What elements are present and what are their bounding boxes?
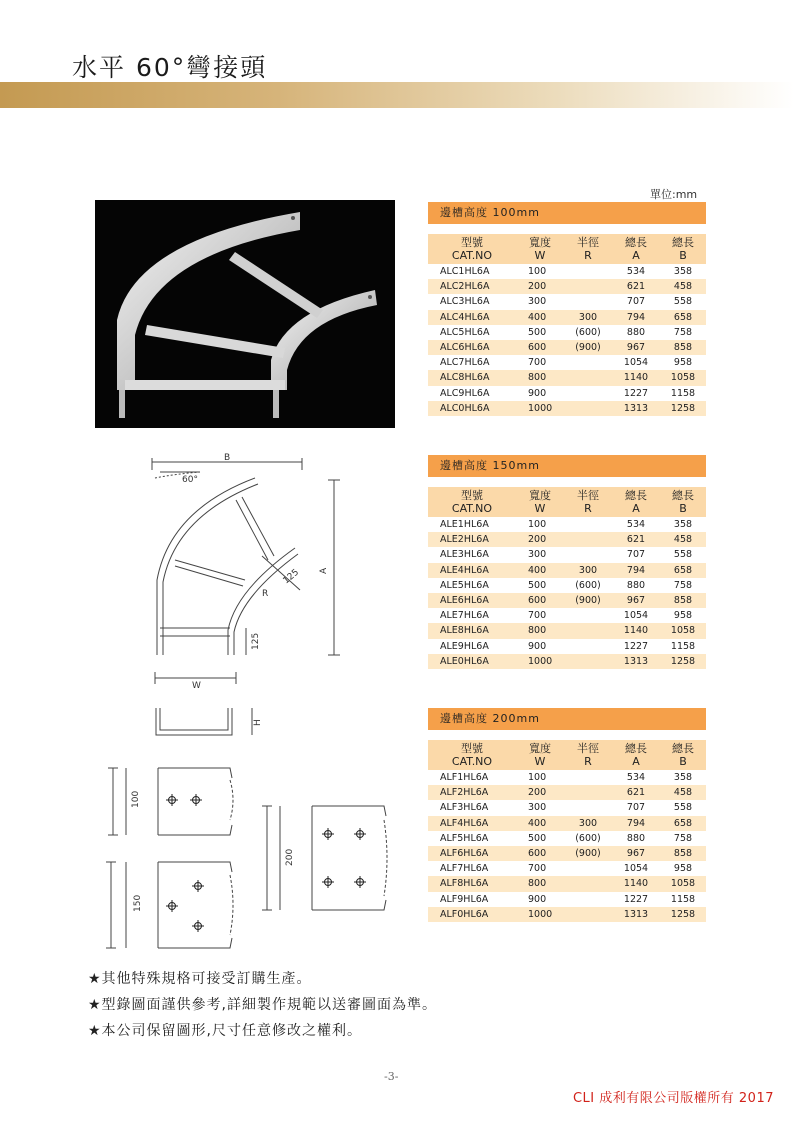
table-cell: 1054: [623, 357, 649, 369]
table-cell: (900): [575, 847, 601, 859]
table-header: 型號 CAT.NO 寬度 W 半徑 R 總長 A 總長 B: [428, 487, 706, 517]
table-cell: 200: [528, 281, 547, 293]
page-number: -3-: [384, 1070, 399, 1083]
table-cell: 100: [528, 266, 547, 277]
table-cell: ALC1HL6A: [440, 266, 490, 277]
table-cell: ALC2HL6A: [440, 281, 490, 293]
table-cell: 1000: [528, 402, 553, 414]
table-cell: 707: [626, 296, 646, 308]
table-row: [428, 563, 706, 578]
table-cell: 558: [673, 296, 693, 308]
table-cell: ALE9HL6A: [440, 640, 489, 652]
table-cell: [564, 517, 612, 532]
dim-a-label: A: [319, 567, 329, 574]
table-cell: 700: [528, 610, 547, 622]
table-cell: 1258: [670, 655, 696, 667]
table-row: [428, 578, 706, 593]
table-cell: 558: [673, 802, 693, 814]
table-cell: [564, 654, 612, 669]
table-cell: 880: [626, 579, 646, 591]
table-cell: 658: [673, 564, 693, 576]
table-cell: 1158: [670, 893, 696, 905]
table-cell: 1258: [670, 402, 696, 414]
table-cell: 1054: [623, 863, 649, 875]
table-cell: [564, 800, 612, 815]
table-row: [428, 279, 706, 294]
table-cell: ALE7HL6A: [440, 610, 489, 622]
table-cell: 300: [528, 296, 547, 308]
dim-h-label: H: [253, 719, 263, 726]
table-cell: [564, 639, 612, 654]
table-row: [428, 593, 706, 608]
table-cell: 1258: [670, 908, 696, 920]
table-cell: [564, 279, 612, 294]
table-cell: [564, 386, 612, 401]
table-row: [428, 816, 706, 831]
table-cell: 707: [626, 802, 646, 814]
table-cell: ALF3HL6A: [440, 802, 489, 814]
table-cell: 1140: [623, 878, 649, 890]
table-cell: [564, 861, 612, 876]
table-cell: 1313: [623, 655, 649, 667]
table-cell: 621: [626, 787, 646, 799]
table-cell: [564, 401, 612, 416]
table-cell: [564, 547, 612, 562]
table-cell: 858: [673, 847, 693, 859]
note-3: ★本公司保留圖形,尺寸任意修改之權利。: [88, 1023, 362, 1039]
table-cell: 500: [528, 832, 547, 844]
table-cell: 621: [626, 281, 646, 293]
table-cell: 400: [528, 311, 547, 323]
table-cell: 958: [673, 357, 693, 369]
table-cell: 621: [626, 534, 646, 546]
table-row: [428, 386, 706, 401]
table-cell: 967: [626, 341, 646, 353]
note-1: ★其他特殊規格可接受訂購生產。: [88, 971, 312, 987]
table-cell: 1000: [528, 655, 553, 667]
table-row: [428, 846, 706, 861]
table-cell: [564, 876, 612, 891]
dim-150-label: 150: [133, 894, 143, 912]
table-cell: 758: [673, 579, 693, 591]
table-heading: 邊槽高度 150mm: [428, 455, 706, 477]
table-cell: 358: [673, 266, 693, 277]
dim-w-label: W: [192, 681, 201, 691]
table-cell: 880: [626, 326, 646, 338]
table-cell: [564, 355, 612, 370]
table-cell: [564, 785, 612, 800]
table-cell: 1058: [670, 878, 696, 890]
table-cell: [564, 770, 612, 785]
table-cell: 500: [528, 326, 547, 338]
table-cell: 900: [528, 640, 547, 652]
table-cell: ALE6HL6A: [440, 594, 489, 606]
table-cell: 880: [626, 832, 646, 844]
table-cell: ALF2HL6A: [440, 787, 489, 799]
table-cell: ALF7HL6A: [440, 863, 489, 875]
table-cell: 1058: [670, 372, 696, 384]
table-cell: 1227: [623, 387, 649, 399]
table-row: [428, 310, 706, 325]
table-row: [428, 639, 706, 654]
copyright-text: CLI 成利有限公司版權所有 2017: [572, 1091, 774, 1106]
table-cell: [564, 608, 612, 623]
dim-100-label: 100: [131, 790, 141, 808]
table-cell: 400: [528, 564, 547, 576]
dim-inner-label: 125: [281, 567, 302, 587]
table-cell: ALE3HL6A: [440, 549, 489, 561]
table-row: [428, 654, 706, 669]
table-cell: 100: [528, 519, 547, 530]
table-cell: ALE8HL6A: [440, 625, 489, 637]
table-cell: ALC9HL6A: [440, 387, 490, 399]
table-cell: ALF4HL6A: [440, 817, 489, 829]
table-cell: 200: [528, 787, 547, 799]
table-cell: 1140: [623, 625, 649, 637]
table-cell: 700: [528, 863, 547, 875]
table-row: [428, 547, 706, 562]
page-title: 水平 60°彎接頭: [72, 53, 268, 82]
table-row: [428, 608, 706, 623]
table-cell: 958: [673, 610, 693, 622]
table-cell: 1227: [623, 893, 649, 905]
table-cell: ALE4HL6A: [440, 564, 489, 576]
table-row: [428, 401, 706, 416]
table-cell: 600: [528, 847, 547, 859]
table-cell: 700: [528, 357, 547, 369]
table-cell: 100: [528, 772, 547, 783]
table-cell: ALC7HL6A: [440, 357, 490, 369]
table-cell: ALC3HL6A: [440, 296, 490, 308]
table-row: [428, 876, 706, 891]
table-cell: 1000: [528, 908, 553, 920]
table-cell: (900): [575, 594, 601, 606]
table-cell: ALF6HL6A: [440, 847, 489, 859]
table-cell: 858: [673, 594, 693, 606]
table-cell: 300: [578, 311, 598, 323]
table-cell: ALC4HL6A: [440, 311, 490, 323]
table-row: [428, 517, 706, 532]
table-row: [428, 892, 706, 907]
table-cell: [564, 370, 612, 385]
table-cell: 534: [626, 519, 646, 530]
table-cell: 1158: [670, 387, 696, 399]
table-cell: 800: [528, 372, 547, 384]
table-cell: 458: [673, 281, 693, 293]
table-cell: ALE0HL6A: [440, 655, 489, 667]
table-cell: ALF9HL6A: [440, 893, 489, 905]
product-photo: [95, 200, 395, 428]
table-cell: 1158: [670, 640, 696, 652]
spec-table-150: [428, 455, 706, 669]
table-cell: ALE2HL6A: [440, 534, 489, 546]
table-cell: [564, 892, 612, 907]
table-cell: 1054: [623, 610, 649, 622]
table-cell: (600): [575, 326, 601, 338]
table-cell: 458: [673, 534, 693, 546]
table-header: 型號 CAT.NO 寬度 W 半徑 R 總長 A 總長 B: [428, 740, 706, 770]
table-cell: 858: [673, 341, 693, 353]
table-cell: 300: [528, 549, 547, 561]
table-cell: 658: [673, 817, 693, 829]
table-cell: ALC8HL6A: [440, 372, 490, 384]
table-cell: ALF8HL6A: [440, 878, 489, 890]
table-cell: 967: [626, 847, 646, 859]
table-cell: ALC6HL6A: [440, 341, 490, 353]
table-cell: 658: [673, 311, 693, 323]
table-row: [428, 770, 706, 785]
table-cell: 358: [673, 519, 693, 530]
table-row: [428, 861, 706, 876]
table-cell: 794: [626, 311, 646, 323]
table-cell: 800: [528, 878, 547, 890]
table-cell: 600: [528, 594, 547, 606]
table-row: [428, 907, 706, 922]
table-cell: 400: [528, 817, 547, 829]
table-cell: ALF5HL6A: [440, 832, 489, 844]
table-cell: ALC0HL6A: [440, 402, 490, 414]
table-cell: 458: [673, 787, 693, 799]
table-cell: 1313: [623, 402, 649, 414]
table-row: [428, 831, 706, 846]
table-cell: 900: [528, 893, 547, 905]
table-cell: 300: [578, 817, 598, 829]
table-cell: [564, 264, 612, 279]
table-row: [428, 325, 706, 340]
title-band: [0, 82, 794, 108]
table-cell: 1227: [623, 640, 649, 652]
table-cell: 358: [673, 772, 693, 783]
table-row: [428, 785, 706, 800]
dim-leg-label: 125: [251, 632, 261, 650]
table-row: [428, 370, 706, 385]
table-cell: 800: [528, 625, 547, 637]
table-cell: (600): [575, 832, 601, 844]
dim-200-label: 200: [285, 848, 295, 866]
table-cell: 794: [626, 817, 646, 829]
table-cell: 300: [528, 802, 547, 814]
table-cell: 600: [528, 341, 547, 353]
table-cell: 1058: [670, 625, 696, 637]
dim-b-label: B: [224, 453, 231, 463]
table-cell: ALF0HL6A: [440, 908, 489, 920]
table-cell: 300: [578, 564, 598, 576]
table-cell: ALE1HL6A: [440, 519, 489, 530]
table-row: [428, 294, 706, 309]
table-cell: 500: [528, 579, 547, 591]
table-cell: 758: [673, 832, 693, 844]
table-cell: 200: [528, 534, 547, 546]
table-cell: [564, 907, 612, 922]
spec-table-200: [428, 708, 706, 922]
table-cell: 1313: [623, 908, 649, 920]
table-row: [428, 623, 706, 638]
table-cell: [564, 532, 612, 547]
table-cell: 900: [528, 387, 547, 399]
table-row: [428, 355, 706, 370]
table-row: [428, 264, 706, 279]
dim-r-label: R: [262, 589, 269, 599]
note-2: ★型錄圖面謹供參考,詳細製作規範以送審圖面為準。: [88, 997, 437, 1013]
table-row: [428, 532, 706, 547]
table-header: 型號 CAT.NO 寬度 W 半徑 R 總長 A 總長 B: [428, 234, 706, 264]
table-row: [428, 340, 706, 355]
table-cell: 794: [626, 564, 646, 576]
spec-table-100: [428, 202, 706, 416]
table-heading: 邊槽高度 200mm: [428, 708, 706, 730]
dim-angle-label: 60°: [182, 475, 198, 485]
table-cell: 707: [626, 549, 646, 561]
table-cell: ALC5HL6A: [440, 326, 490, 338]
table-cell: ALF1HL6A: [440, 772, 489, 783]
table-cell: 1140: [623, 372, 649, 384]
table-cell: ALE5HL6A: [440, 579, 489, 591]
table-cell: 758: [673, 326, 693, 338]
table-cell: 558: [673, 549, 693, 561]
table-row: [428, 800, 706, 815]
table-cell: (900): [575, 341, 601, 353]
unit-label: 單位:mm: [650, 188, 698, 201]
table-cell: 534: [626, 772, 646, 783]
table-cell: [564, 294, 612, 309]
table-cell: [564, 623, 612, 638]
table-cell: 967: [626, 594, 646, 606]
table-cell: 958: [673, 863, 693, 875]
table-heading: 邊槽高度 100mm: [428, 202, 706, 224]
table-cell: (600): [575, 579, 601, 591]
table-cell: 534: [626, 266, 646, 277]
